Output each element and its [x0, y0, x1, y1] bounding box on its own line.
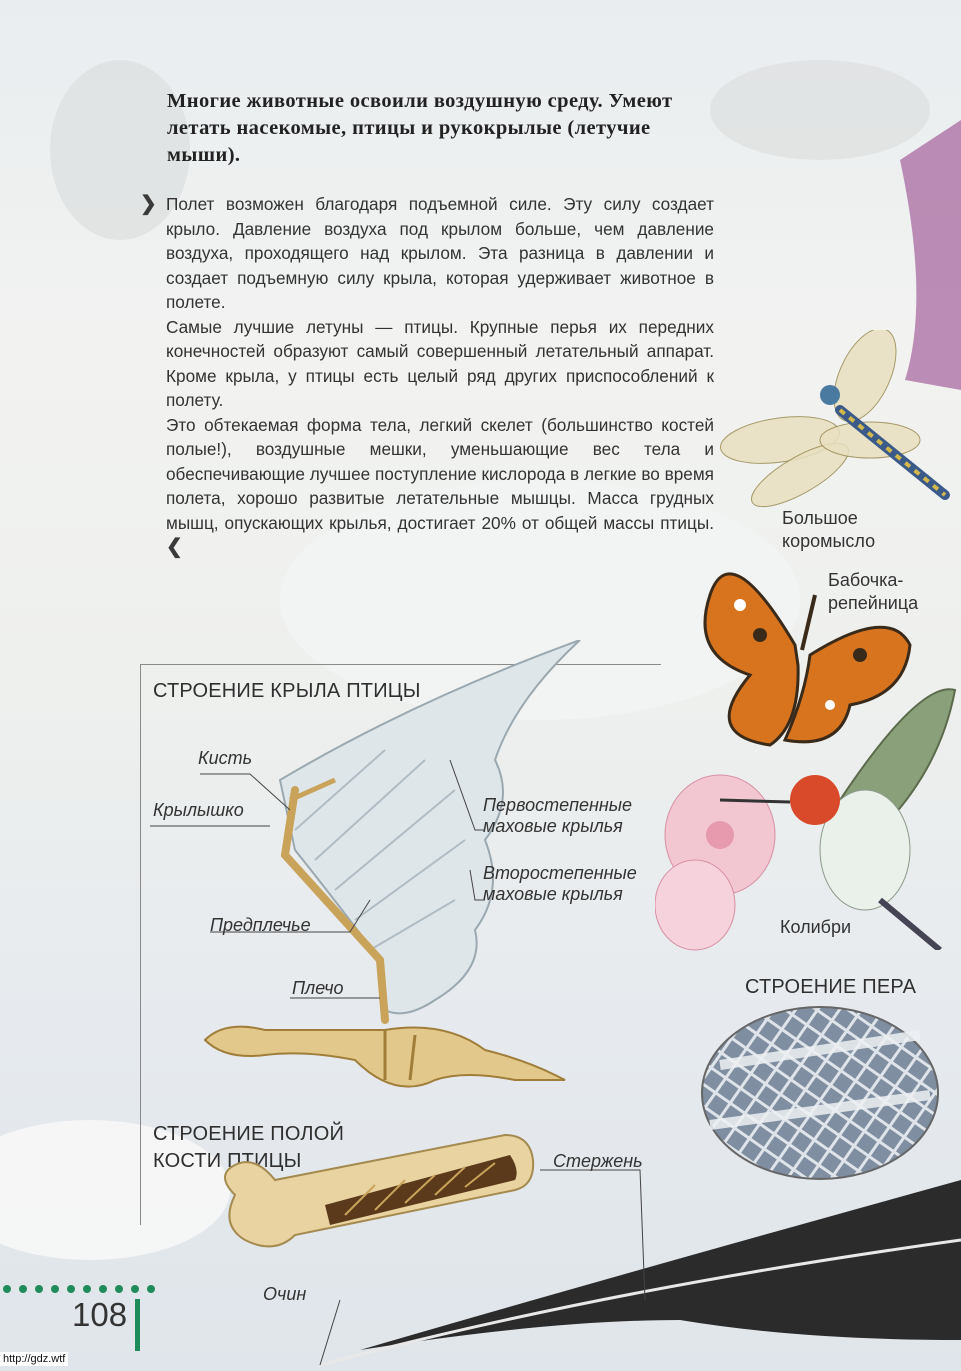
label-shoulder: Плечо: [292, 978, 344, 998]
end-marker-icon: ❮: [166, 536, 183, 558]
bone-title-line2: КОСТИ ПТИЦЫ: [153, 1150, 302, 1172]
hummingbird-illustration: [720, 680, 961, 950]
butterfly-label-line1: Бабочка-: [828, 570, 904, 590]
paragraph-adaptations-text: Это обтекаемая форма тела, легкий скелет (большинство костей полые!), воздушные мешки, уменьшающие вес тела и обеспечивающие лучшее поступление кислорода в легкие во время полета, хорошо развитые летательные мышцы. Масса грудных мышц, опускающих крылья, достигает 20% от общей массы птицы.: [166, 414, 714, 533]
watermark-url: http://gdz.wtf: [0, 1352, 68, 1366]
wing-leader-lines: [140, 740, 660, 1020]
paragraph-lift: Полет возможен благодаря подъемной силе. Эту силу создает крыло. Давление воздуха под крылом больше, чем давление воздуха, проходящего над крылом. Эта разница в давлении и создает подъемную силу крыла, которая удерживает животное в полете.: [166, 194, 714, 312]
paragraph-adaptations: [166, 413, 714, 560]
label-krylyshko: Крылышко: [153, 800, 244, 820]
label-primary-line2: маховые крылья: [483, 816, 623, 836]
label-shaft: Стержень: [553, 1151, 643, 1171]
label-quill: Очин: [263, 1284, 307, 1304]
dragonfly-label-line1: Большое: [782, 508, 858, 528]
butterfly-label-line2: репейница: [828, 593, 919, 613]
paragraph-flyers: Самые лучшие летуны — птицы. Крупные перья их передних конечностей образуют самый совершенный летательный аппарат. Кроме крыла, у птицы есть целый ряд других приспособлений к полету.: [166, 316, 714, 410]
intro-paragraph: Многие животные освоили воздушную среду. Умеют летать насекомые, птицы и рукокрылые (летучие мыши).: [167, 90, 673, 166]
wing-diagram-title: СТРОЕНИЕ КРЫЛА ПТИЦЫ: [153, 680, 421, 702]
label-primary-line1: Первостепенные: [483, 795, 633, 815]
butterfly-label: [828, 569, 918, 615]
label-secondary-line1: Второстепенные: [483, 863, 637, 883]
decorative-dots: [2, 1281, 162, 1297]
dragonfly-label-line2: коромысло: [782, 531, 876, 551]
main-text: [140, 192, 714, 560]
dragonfly-illustration: [720, 330, 960, 510]
bone-title-line1: СТРОЕНИЕ ПОЛОЙ: [153, 1123, 345, 1145]
hummingbird-label: Колибри: [780, 917, 852, 937]
page-number: 108: [72, 1296, 128, 1333]
label-forearm: Предплечье: [210, 915, 311, 935]
start-marker-icon: ❯: [140, 193, 157, 215]
feather-structure-title: СТРОЕНИЕ ПЕРА: [745, 976, 917, 998]
feather-illustration: [300, 1150, 961, 1371]
label-secondary-line2: маховые крылья: [483, 884, 623, 904]
label-kist: Кисть: [198, 748, 253, 768]
page-number-bar: [135, 1299, 140, 1351]
